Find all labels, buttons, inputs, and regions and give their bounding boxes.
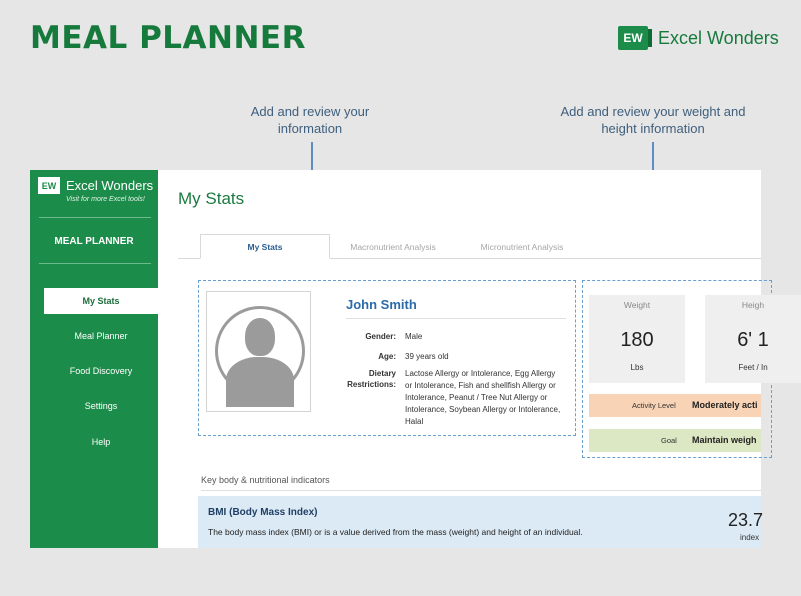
height-value: 6' 1 [737, 329, 769, 351]
tab-macronutrient-analysis[interactable]: Macronutrient Analysis [350, 241, 436, 252]
height-card[interactable] [705, 295, 801, 383]
excel-wonders-logo-icon: EW [618, 26, 648, 50]
sidebar-title: MEAL PLANNER [54, 236, 134, 247]
goal-value: Maintain weigh [692, 435, 757, 445]
dietary-line: Intolerance, Peanut / Tree Nut Allergy or [405, 393, 548, 402]
sidebar-tagline[interactable]: Visit for more Excel tools! [66, 196, 145, 203]
height-unit: Feet / In [738, 363, 768, 372]
age-value[interactable]: 39 years old [405, 352, 449, 361]
weight-card[interactable] [589, 295, 685, 383]
sidebar-item-food-discovery[interactable]: Food Discovery [69, 366, 133, 376]
main-title: My Stats [178, 189, 245, 208]
dietary-value[interactable] [405, 368, 560, 428]
tab-my-stats[interactable]: My Stats [200, 234, 330, 259]
sidebar-item-settings[interactable]: Settings [84, 401, 118, 411]
bmi-description: The body mass index (BMI) or is a value derived from the mass (weight) and height of an individual. [208, 527, 583, 537]
avatar-body [226, 357, 294, 407]
dietary-line: or Intolerance, Fish and shellfish Allergy or [405, 381, 556, 390]
sidebar-item-meal-planner[interactable]: Meal Planner [74, 331, 128, 341]
sidebar-divider [39, 217, 151, 218]
indicators-divider [201, 490, 761, 491]
weight-unit: Lbs [630, 363, 644, 372]
dietary-line: Lactose Allergy or Intolerance, Egg Allergy [405, 369, 556, 378]
page-title: MEAL PLANNER [30, 20, 306, 56]
indicators-heading: Key body & nutritional indicators [201, 475, 330, 485]
height-label: Heigh [741, 300, 765, 310]
sidebar-item-my-stats[interactable]: My Stats [44, 288, 158, 314]
avatar-head [245, 318, 275, 356]
gender-value[interactable]: Male [405, 332, 423, 341]
bmi-unit: index [740, 533, 760, 542]
brand-name: Excel Wonders [658, 27, 779, 48]
profile-name[interactable]: John Smith [346, 297, 417, 312]
callout-personal-info: Add and review your information [250, 104, 370, 136]
brand-header [618, 26, 779, 50]
activity-level-value: Moderately acti [692, 400, 758, 410]
age-label: Age: [378, 352, 396, 361]
weight-value: 180 [620, 329, 654, 351]
gender-label: Gender: [365, 332, 396, 341]
activity-level-label: Activity Level [632, 401, 676, 410]
sidebar [30, 170, 158, 548]
excel-wonders-logo-icon: EW [38, 177, 60, 194]
bmi-title: BMI (Body Mass Index) [208, 507, 318, 518]
restrictions-label: Restrictions: [347, 380, 396, 389]
user-silhouette-icon [215, 306, 305, 396]
bmi-card[interactable] [198, 496, 764, 548]
bmi-value: 23.7 [728, 510, 764, 530]
sidebar-brand-name: Excel Wonders [66, 178, 154, 193]
goal-row[interactable] [589, 429, 761, 452]
sidebar-divider [39, 263, 151, 264]
sidebar-brand [38, 177, 153, 194]
callout-weight-height: Add and review your weight and height information [560, 104, 746, 136]
app-window [30, 170, 769, 548]
name-divider [346, 318, 566, 319]
dietary-line: Intolerance, Soybean Allergy or Intolerance, [405, 405, 561, 414]
tab-micronutrient-analysis[interactable]: Micronutrient Analysis [480, 241, 564, 252]
dietary-line: Halal [405, 417, 424, 426]
dietary-label: Dietary [368, 369, 396, 378]
weight-label: Weight [623, 300, 651, 310]
goal-label: Goal [661, 436, 677, 445]
sidebar-item-help[interactable]: Help [91, 437, 111, 447]
avatar[interactable] [206, 291, 311, 412]
activity-level-row[interactable] [589, 394, 761, 417]
